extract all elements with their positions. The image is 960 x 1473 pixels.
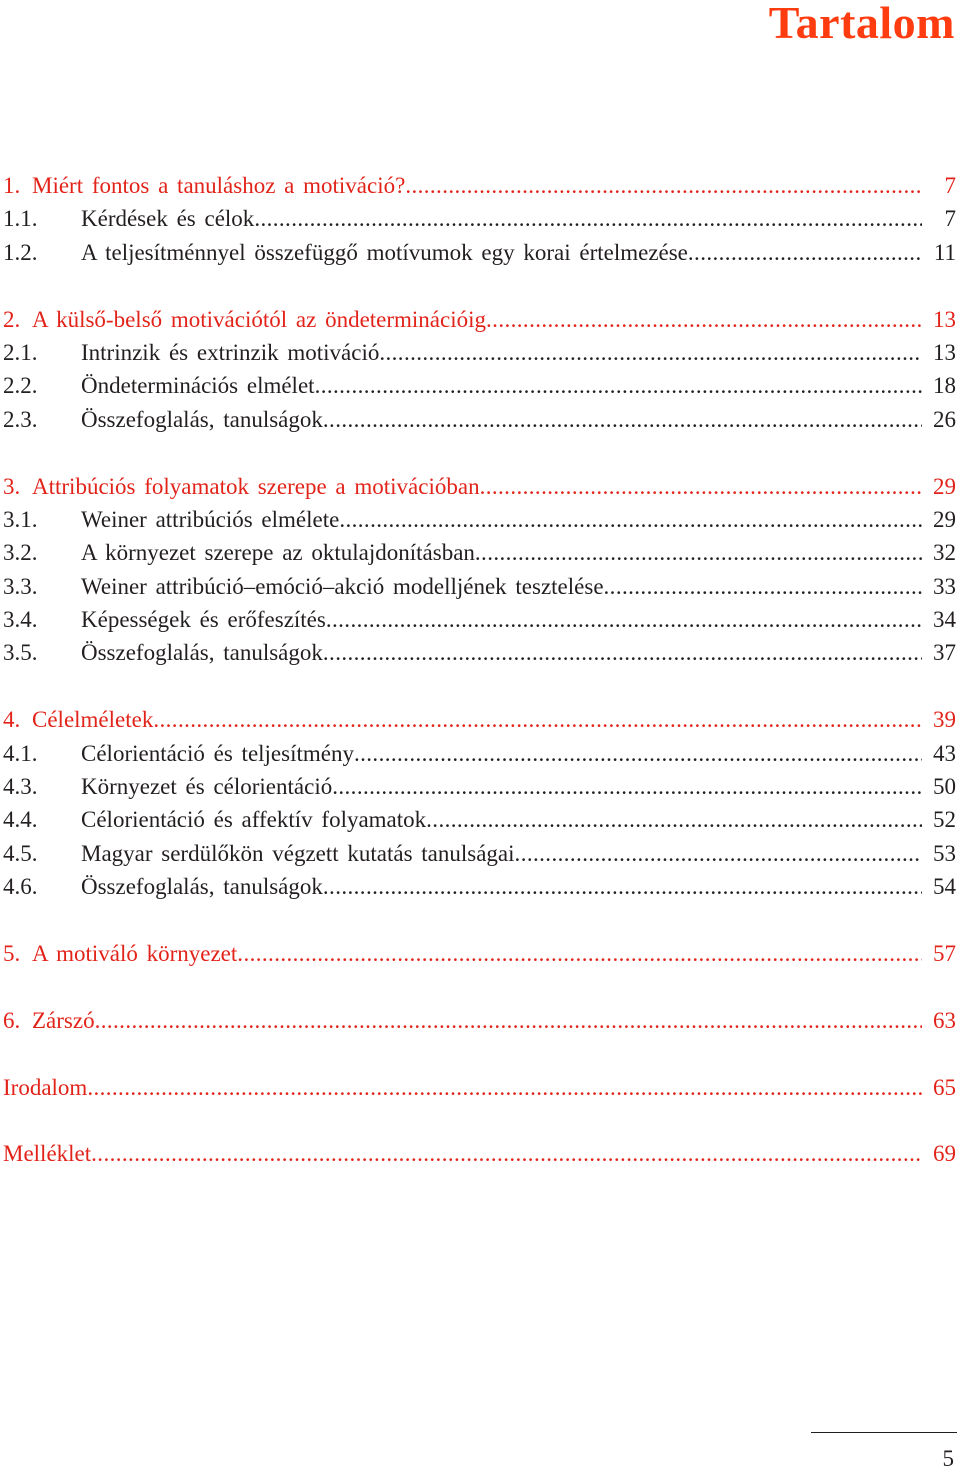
toc-entry[interactable] [3,369,956,402]
toc-page-number: 39 [933,707,956,733]
toc-entry-title: Összefoglalás, tanulságok [81,874,323,900]
toc-page-number: 69 [933,1141,956,1167]
toc-entry-title: Zárszó [32,1007,95,1033]
toc-entry[interactable] [3,236,956,269]
toc-entry[interactable] [3,1004,956,1037]
toc-entry-number: 2.1. [3,339,38,365]
toc-entry-title: Környezet és célorientáció [81,774,333,800]
toc-entry-number: 2.3. [3,406,38,432]
dot-leader [339,503,922,536]
toc-page-number: 13 [933,339,956,365]
table-of-contents [3,169,956,1171]
toc-entry-number: 3. [3,473,21,499]
toc-entry-title: Összefoglalás, tanulságok [81,406,323,432]
dot-leader [95,1004,922,1037]
toc-entry-title: Magyar serdülőkön végzett kutatás tanulságai [81,840,515,866]
toc-entry-title: Célelméletek [32,707,154,733]
toc-entry-title: Összefoglalás, tanulságok [81,640,323,666]
toc-entry-number: 6. [3,1007,21,1033]
toc-entry[interactable] [3,403,956,436]
toc-entry-title: A külső-belső motivációtól az öndeterminációig [32,306,487,332]
toc-entry-number: 4.5. [3,840,38,866]
toc-entry-title: Miért fontos a tanuláshoz a motiváció? [32,173,406,198]
toc-entry-number: 4.4. [3,807,38,833]
toc-page-number: 37 [933,640,956,666]
toc-page-number: 34 [933,607,956,633]
toc-entry[interactable] [3,1071,956,1104]
dot-leader [688,236,922,269]
toc-page-number: 11 [933,239,956,265]
toc-entry-title: Irodalom [3,1074,88,1100]
dot-leader [604,570,922,603]
dot-leader [91,1137,922,1170]
toc-entry-number: 1.1. [3,206,38,232]
dot-leader [332,770,922,803]
toc-page-number: 32 [933,540,956,566]
dot-leader [475,536,922,569]
toc-entry-number: 2.2. [3,373,38,399]
toc-page-number: 50 [933,774,956,800]
dot-leader [486,303,922,336]
toc-entry-title: Célorientáció és teljesítmény [81,740,354,766]
toc-entry-title: Weiner attribúciós elmélete [81,506,340,532]
toc-entry-number: 1.2. [3,239,38,265]
toc-entry-title: Weiner attribúció–emóció–akció modelljének tesztelése [81,573,604,599]
toc-page-number: 18 [933,373,956,399]
toc-page-number: 53 [933,840,956,866]
toc-entry[interactable] [3,837,956,870]
dot-leader [323,870,922,903]
toc-page-number: 7 [944,206,956,232]
toc-page-number: 65 [933,1074,956,1100]
toc-entry[interactable] [3,803,956,836]
dot-leader [354,737,922,770]
toc-entry-number: 3.5. [3,640,38,666]
toc-entry-number: 2. [3,306,21,332]
toc-entry[interactable] [3,169,956,202]
toc-entry[interactable] [3,737,956,770]
toc-entry[interactable] [3,870,956,903]
page-title: Tartalom [768,0,955,48]
toc-entry[interactable] [3,303,956,336]
dot-leader [379,336,922,369]
toc-page-number: 54 [933,874,956,900]
toc-entry[interactable] [3,202,956,235]
toc-entry-number: 5. [3,940,21,966]
toc-page-number: 13 [933,306,956,332]
toc-entry-title: Kérdések és célok [81,206,255,232]
toc-entry-title: Melléklet [3,1141,92,1167]
toc-page-number: 7 [944,173,956,198]
toc-entry[interactable] [3,503,956,536]
toc-entry[interactable] [3,603,956,636]
dot-leader [515,837,922,870]
dot-leader [87,1071,922,1104]
toc-entry[interactable] [3,770,956,803]
toc-page-number: 63 [933,1007,956,1033]
toc-entry-number: 3.1. [3,506,38,532]
toc-entry[interactable] [3,336,956,369]
toc-entry-number: 4.1. [3,740,38,766]
dot-leader [426,803,922,836]
toc-entry-number: 4.3. [3,774,38,800]
toc-page-number: 43 [933,740,956,766]
toc-entry-title: Célorientáció és affektív folyamatok [81,807,427,833]
toc-entry[interactable] [3,570,956,603]
dot-leader [237,937,922,970]
toc-entry-number: 4. [3,707,21,733]
toc-entry[interactable] [3,470,956,503]
toc-entry-number: 3.4. [3,607,38,633]
toc-entry-number: 3.3. [3,573,38,599]
toc-entry-title: A teljesítménnyel összefüggő motívumok egy korai értelmezése [81,239,688,265]
toc-page-number: 57 [933,940,956,966]
toc-page-number: 33 [933,573,956,599]
toc-page-number: 26 [933,406,956,432]
dot-leader [326,603,922,636]
toc-entry[interactable] [3,937,956,970]
dot-leader [153,703,922,736]
toc-entry-title: Intrinzik és extrinzik motiváció [81,339,380,365]
toc-entry-title: A motiváló környezet [32,940,238,966]
toc-entry[interactable] [3,536,956,569]
toc-entry-title: A környezet szerepe az oktulajdonításban [81,540,475,566]
dot-leader [480,470,922,503]
toc-entry-title: Képességek és erőfeszítés [81,607,326,633]
toc-entry-title: Öndeterminációs elmélet [81,373,315,399]
toc-entry-number: 4.6. [3,874,38,900]
toc-page-number: 29 [933,506,956,532]
dot-leader [405,169,922,202]
dot-leader [254,202,922,235]
dot-leader [323,636,922,669]
dot-leader [315,369,922,402]
toc-page-number: 29 [933,473,956,499]
footer-divider [811,1432,957,1433]
toc-entry[interactable] [3,636,956,669]
toc-entry-number: 1. [3,173,21,198]
toc-page-number: 52 [933,807,956,833]
toc-entry[interactable] [3,1137,956,1170]
toc-entry-title: Attribúciós folyamatok szerepe a motivációban [32,473,480,499]
toc-entry[interactable] [3,703,956,736]
page-number: 5 [942,1446,954,1471]
dot-leader [323,403,922,436]
toc-entry-number: 3.2. [3,540,38,566]
